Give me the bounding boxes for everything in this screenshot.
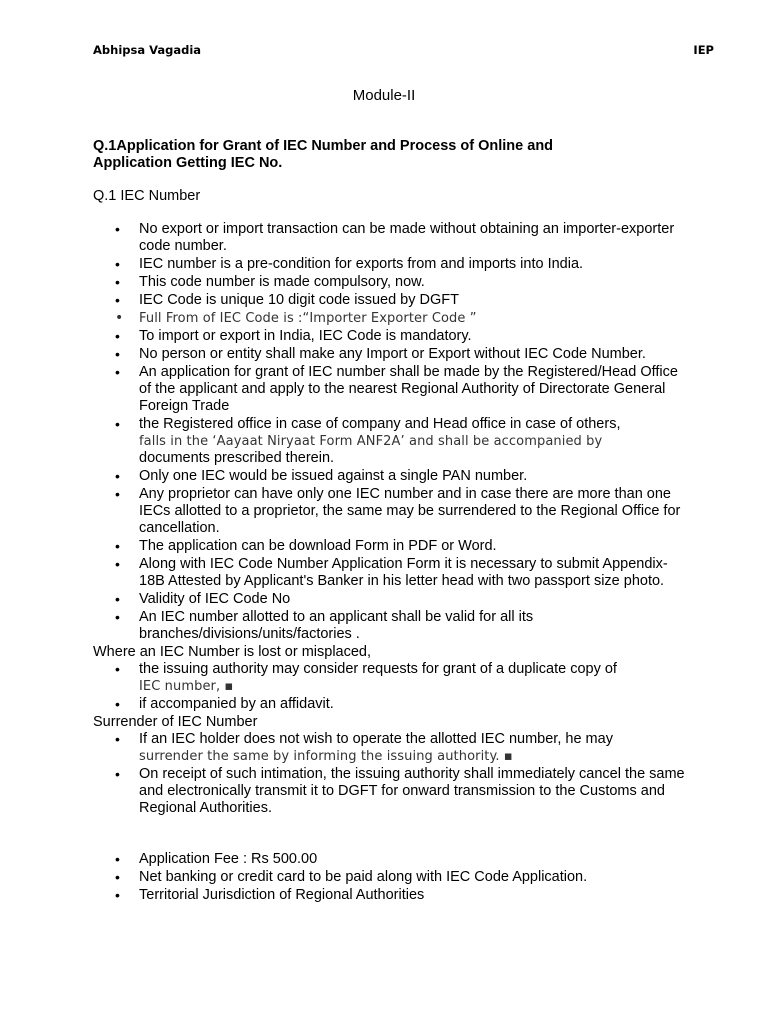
list-item: • Application Fee : Rs 500.00: [93, 851, 693, 868]
list-item: • No person or entity shall make any Import or Export without IEC Code Number.: [93, 346, 693, 363]
surrender-list: [93, 731, 693, 817]
list-item: [93, 731, 693, 765]
list-item: • No export or import transaction can be made without obtaining an importer-exporter code number.: [93, 221, 693, 255]
lost-list: [93, 661, 693, 713]
list-item: • Full From of IEC Code is :“Importer Exporter Code ”: [93, 310, 693, 327]
list-item: • Any proprietor can have only one IEC number and in case there are more than one IECs allotted to a proprietor, the same may be surrendered to the Regional Office for cancellation.: [93, 486, 693, 537]
list-item: [93, 416, 693, 467]
question-title-line-2: Application Getting IEC No.: [93, 155, 283, 171]
surrender-heading: Surrender of IEC Number: [93, 714, 258, 730]
list-item-text: the issuing authority may consider requests for grant of a duplicate copy of: [139, 661, 617, 677]
spacer: [93, 818, 693, 851]
list-item: • On receipt of such intimation, the issuing authority shall immediately cancel the same and electronically transmit it to DGFT for onward transmission to the Customs and Regional Authorities.: [93, 766, 693, 817]
list-item: • To import or export in India, IEC Code is mandatory.: [93, 328, 693, 345]
list-item-text: documents prescribed therein.: [139, 450, 335, 466]
document-body: [93, 138, 693, 905]
list-item: • Territorial Jurisdiction of Regional Authorities: [93, 887, 693, 904]
list-item: • IEC Code is unique 10 digit code issued by DGFT: [93, 292, 693, 309]
list-item: [93, 661, 693, 695]
fee-list: [93, 851, 693, 904]
module-title: Module-II: [352, 87, 416, 104]
list-item: • Validity of IEC Code No: [93, 591, 693, 608]
list-item-text-light: falls in the ‘Aayaat Niryaat Form ANF2A’ and shall be accompanied by: [139, 434, 603, 449]
list-item-text-light: IEC number, ▪: [139, 679, 234, 694]
list-item: • The application can be download Form in PDF or Word.: [93, 538, 693, 555]
question-title-line-1: Q.1Application for Grant of IEC Number and Process of Online and: [93, 138, 554, 154]
list-item: • Net banking or credit card to be paid along with IEC Code Application.: [93, 869, 693, 886]
list-item-text: If an IEC holder does not wish to operate the allotted IEC number, he may: [139, 731, 613, 747]
list-item: • if accompanied by an affidavit.: [93, 696, 693, 713]
list-item: • IEC number is a pre-condition for exports from and imports into India.: [93, 256, 693, 273]
list-item-text: the Registered office in case of company and Head office in case of others,: [139, 416, 621, 432]
list-item: • This code number is made compulsory, now.: [93, 274, 693, 291]
lost-heading: Where an IEC Number is lost or misplaced,: [93, 644, 372, 660]
list-item: • Only one IEC would be issued against a single PAN number.: [93, 468, 693, 485]
list-item: • An IEC number allotted to an applicant shall be valid for all its branches/divisions/units/factories .: [93, 609, 693, 643]
list-item: • Along with IEC Code Number Application Form it is necessary to submit Appendix-18B Attested by Applicant's Banker in his letter head with two passport size photo.: [93, 556, 693, 590]
question-title: [93, 138, 693, 172]
list-item-text-light: surrender the same by informing the issuing authority. ▪: [139, 749, 513, 764]
course-code: IEP: [693, 43, 714, 57]
section-subheading: Q.1 IEC Number: [93, 188, 201, 204]
iec-facts-list: [93, 221, 693, 643]
list-item: • An application for grant of IEC number shall be made by the Registered/Head Office of the applicant and apply to the nearest Regional Authority of Directorate General Foreign Trade: [93, 364, 693, 415]
author-name: Abhipsa Vagadia: [93, 43, 202, 57]
